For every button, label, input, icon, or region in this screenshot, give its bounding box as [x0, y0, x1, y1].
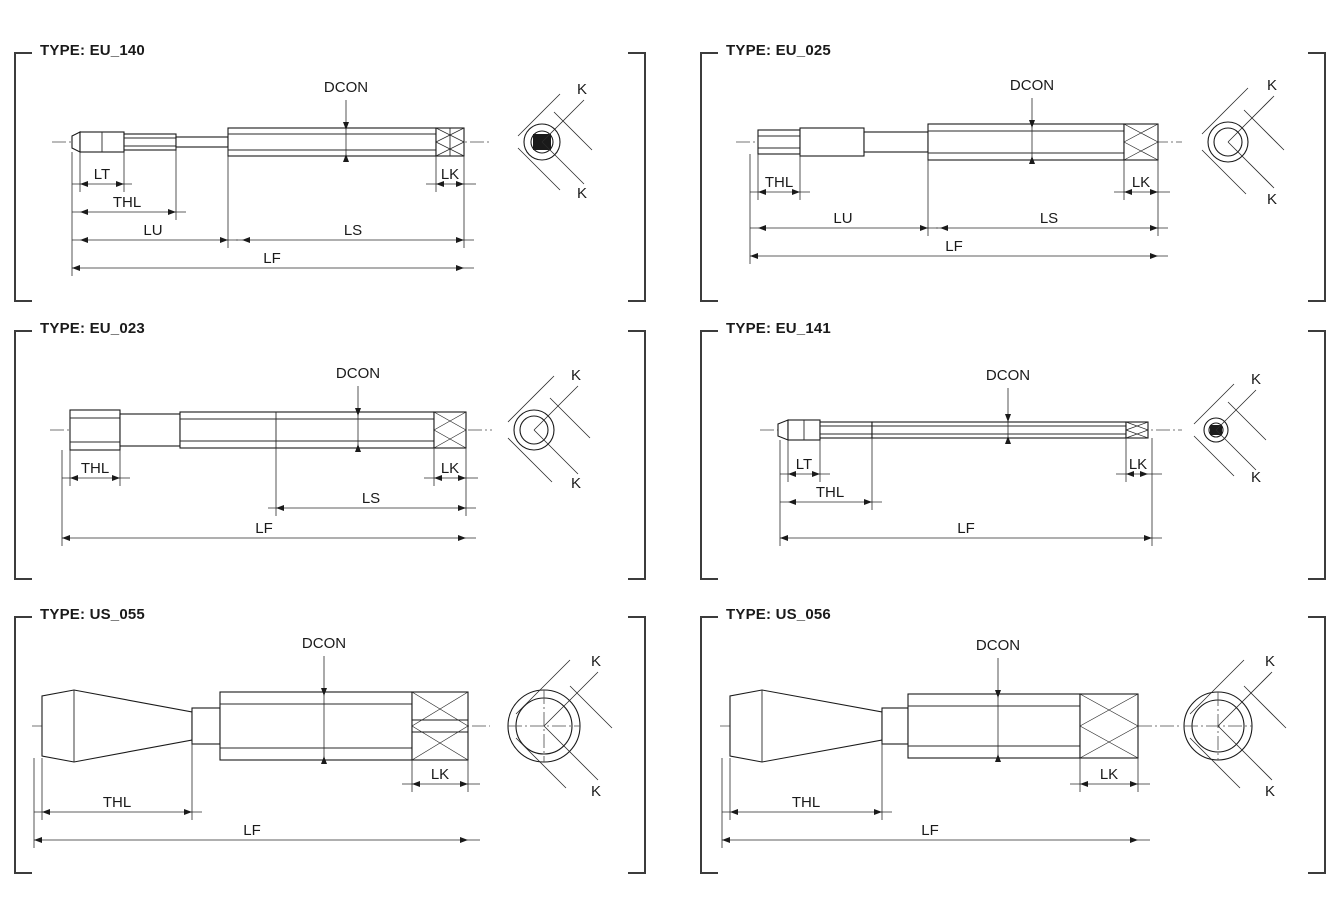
- dim-label-dcon: DCON: [985, 367, 1031, 384]
- panel-title-label: TYPE:: [40, 606, 86, 623]
- dim-label-k-top: K: [570, 367, 582, 384]
- tap-drawing-eu-023: [14, 330, 646, 580]
- tap-drawing-eu-025: [700, 52, 1326, 302]
- dim-label-lu: LU: [833, 210, 853, 227]
- dim-label-lf: LF: [263, 250, 281, 267]
- panel-eu-023: [14, 320, 646, 580]
- dim-label-lf: LF: [243, 822, 261, 839]
- dim-label-lk: LK: [440, 460, 460, 477]
- dim-label-lk: LK: [1128, 456, 1148, 473]
- tap-drawing-eu-140: [14, 52, 646, 302]
- dim-label-lk: LK: [1099, 766, 1119, 783]
- panel-title-value: US_055: [89, 606, 145, 623]
- dim-label-thl: THL: [112, 194, 142, 211]
- panel-title-value: US_056: [775, 606, 831, 623]
- cross-section-view: [1202, 77, 1284, 208]
- panel-us-055: [14, 606, 646, 874]
- dim-label-ls: LS: [1039, 210, 1059, 227]
- dim-label-k-bottom: K: [590, 783, 602, 800]
- dim-label-k-top: K: [1266, 77, 1278, 94]
- cross-section-view: [1184, 653, 1286, 800]
- dim-label-lt: LT: [795, 456, 813, 473]
- cross-section-view: [1194, 371, 1266, 486]
- panel-title: [36, 320, 151, 337]
- dim-label-lk: LK: [440, 166, 460, 183]
- dim-label-ls: LS: [361, 490, 381, 507]
- dim-label-dcon: DCON: [1009, 77, 1055, 94]
- dim-label-dcon: DCON: [301, 635, 347, 652]
- dim-label-dcon: DCON: [975, 637, 1021, 654]
- panel-title-value: EU_025: [775, 42, 831, 59]
- dim-label-lf: LF: [255, 520, 273, 537]
- dim-label-lk: LK: [430, 766, 450, 783]
- panel-title: [36, 606, 151, 623]
- dim-label-dcon: DCON: [335, 365, 381, 382]
- panel-title-value: EU_141: [775, 320, 831, 337]
- panel-eu-025: [700, 42, 1326, 302]
- dim-label-thl: THL: [791, 794, 821, 811]
- panel-title-label: TYPE:: [40, 320, 86, 337]
- dim-label-lt: LT: [93, 166, 111, 183]
- dim-label-k-top: K: [576, 81, 588, 98]
- panel-title: [36, 42, 151, 59]
- dim-label-lf: LF: [945, 238, 963, 255]
- dim-label-thl: THL: [102, 794, 132, 811]
- dim-label-thl: THL: [815, 484, 845, 501]
- dim-label-k-top: K: [1264, 653, 1276, 670]
- panel-title-label: TYPE:: [726, 606, 772, 623]
- cross-section-view: [508, 367, 590, 492]
- panel-title: [722, 606, 837, 623]
- tap-drawing-us-055: [14, 616, 646, 874]
- dim-label-k-bottom: K: [570, 475, 582, 492]
- panel-title: [722, 42, 837, 59]
- dim-label-thl: THL: [764, 174, 794, 191]
- panel-eu-141: [700, 320, 1326, 580]
- dim-label-k-top: K: [590, 653, 602, 670]
- dim-label-lk: LK: [1131, 174, 1151, 191]
- panel-title-label: TYPE:: [726, 42, 772, 59]
- cross-section-view: [508, 653, 612, 800]
- panel-title-value: EU_140: [89, 42, 145, 59]
- tap-drawing-us-056: [700, 616, 1326, 874]
- dim-label-ls: LS: [343, 222, 363, 239]
- dim-label-k-bottom: K: [1264, 783, 1276, 800]
- dim-label-k-bottom: K: [1250, 469, 1262, 486]
- cross-section-view: [518, 81, 592, 202]
- panel-title-label: TYPE:: [40, 42, 86, 59]
- tap-drawing-eu-141: [700, 330, 1326, 580]
- dim-label-lf: LF: [921, 822, 939, 839]
- panel-eu-140: [14, 42, 646, 302]
- panel-title-label: TYPE:: [726, 320, 772, 337]
- dim-label-lf: LF: [957, 520, 975, 537]
- panel-title: [722, 320, 837, 337]
- panel-title-value: EU_023: [89, 320, 145, 337]
- dim-label-k-bottom: K: [576, 185, 588, 202]
- dim-label-thl: THL: [80, 460, 110, 477]
- panel-us-056: [700, 606, 1326, 874]
- dim-label-dcon: DCON: [323, 79, 369, 96]
- dim-label-lu: LU: [143, 222, 163, 239]
- dim-label-k-bottom: K: [1266, 191, 1278, 208]
- dim-label-k-top: K: [1250, 371, 1262, 388]
